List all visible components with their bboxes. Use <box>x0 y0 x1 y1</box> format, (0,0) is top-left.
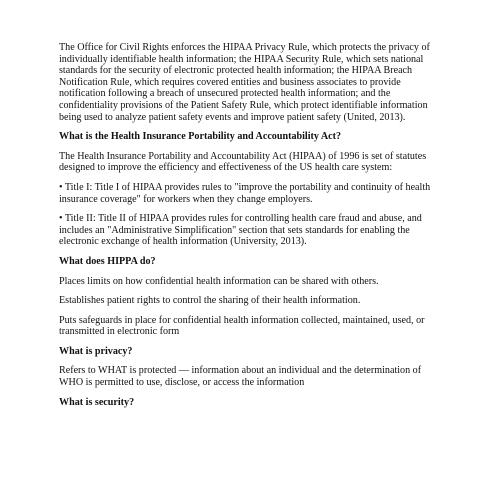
heading-privacy: What is privacy? <box>59 345 133 357</box>
heading-security: What is security? <box>59 396 135 408</box>
privacy-definition: Refers to WHAT is protected — information about an individual and the determination of WHO is permitted to use, disclose, or access the information <box>59 365 422 389</box>
title-two-item: • Title II: Title II of HIPAA provides rules for controlling health care fraud and abuse, and includes an "Administrative Simplification" section that sets standards for enabling the electronic exchange of health information (University, 2013). <box>59 213 422 248</box>
heading-hipaa: What is the Health Insurance Portability and Accountability Act? <box>59 131 342 143</box>
document-page <box>59 42 443 416</box>
does-item-rights: Establishes patient rights to control the sharing of their health information. <box>59 295 361 307</box>
hipaa-definition: The Health Insurance Portability and Accountability Act (HIPAA) of 1996 is set of statutes designed to improve the efficiency and effectiveness of the US health care system: <box>59 150 427 174</box>
does-item-limits: Places limits on how confidential health information can be shared with others. <box>59 275 379 287</box>
does-item-safeguards: Puts safeguards in place for confidential health information collected, maintained, used, or transmitted in electronic form <box>59 314 425 338</box>
intro-paragraph: The Office for Civil Rights enforces the HIPAA Privacy Rule, which protects the privacy of individually identifiable health information; the HIPAA Security Rule, which sets national standards for the security of electronic protected health information; the HIPAA Breach Notification Rule, which requires covered entities and business associates to provide notification following a breach of unsecured protected health information; and the confidentiality provisions of the Patient Safety Rule, which protect identifiable information being used to analyze patient safety events and improve patient safety (United, 2013). <box>59 42 430 123</box>
heading-what-does-hipaa-do: What does HIPPA do? <box>59 255 156 267</box>
title-one-item: • Title I: Title I of HIPAA provides rules to "improve the portability and continuity of health insurance coverage" for workers when they change employers. <box>59 181 431 205</box>
